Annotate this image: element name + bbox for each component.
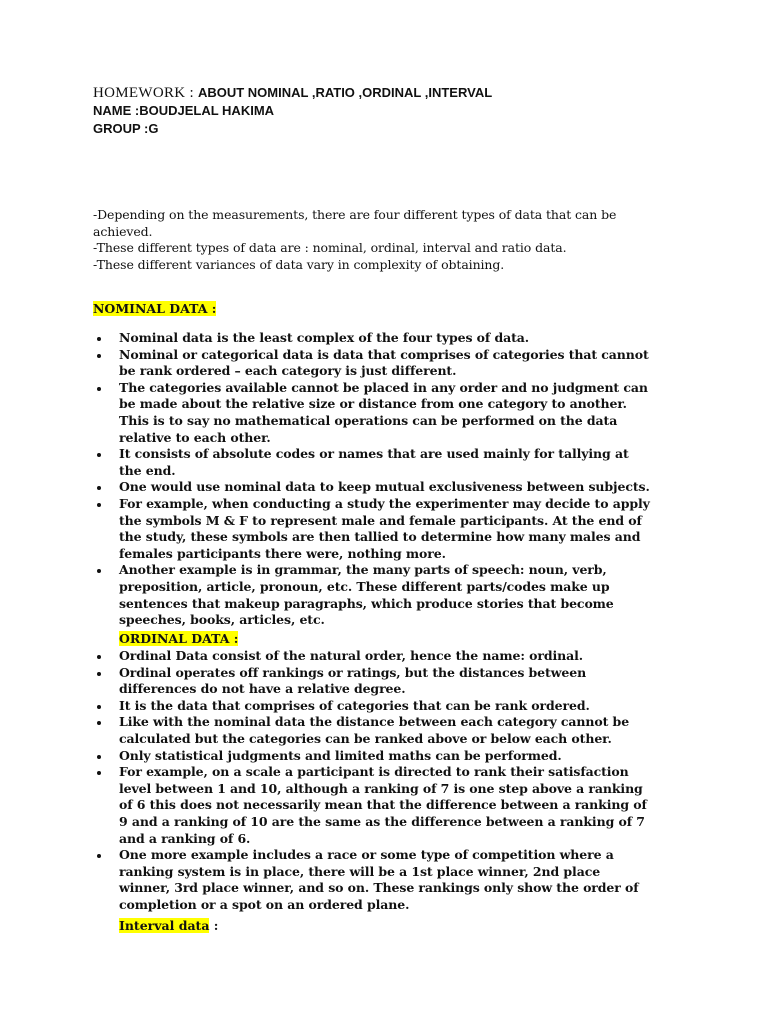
nominal-title-text: NOMINAL DATA : bbox=[93, 301, 217, 316]
nominal-bullet-list bbox=[93, 330, 653, 629]
list-item: For example, when conducting a study the experimenter may decide to apply the symbols M & F to represent male and female participants. At the end of the study, these symbols are then tallied to determine how many males and females participants there were, nothing more. bbox=[93, 496, 653, 562]
intro-line: -Depending on the measurements, there are four different types of data that can be achieved. bbox=[93, 207, 617, 239]
intro-line: -These different variances of data vary in complexity of obtaining. bbox=[93, 256, 505, 272]
homework-line bbox=[93, 84, 492, 102]
list-item: One more example includes a race or some type of competition where a ranking system is in place, there will be a 1st place winner, 2nd place winner, 3rd place winner, and so on. These rankings only show the order of completion or a spot on an ordered plane. bbox=[93, 847, 653, 913]
bullet-icon bbox=[97, 721, 101, 725]
list-item: For example, on a scale a participant is directed to rank their satisfaction level between 1 and 10, although a ranking of 7 is one step above a ranking of 6 this does not necessarily mean that the difference between a ranking of 9 and a ranking of 10 are the same as the difference between a ranking of 7 and a ranking of 6. bbox=[93, 764, 653, 847]
bullet-icon bbox=[97, 705, 101, 709]
interval-title-text: Interval data bbox=[119, 918, 210, 933]
interval-title-suffix: : bbox=[209, 918, 219, 933]
bullet-icon bbox=[97, 354, 101, 358]
list-item: Ordinal Data consist of the natural order, hence the name: ordinal. bbox=[93, 648, 653, 665]
homework-label: HOMEWORK : bbox=[93, 85, 198, 101]
student-group: GROUP :G bbox=[93, 121, 159, 136]
ordinal-title-text: ORDINAL DATA : bbox=[119, 631, 239, 646]
bullet-icon bbox=[97, 337, 101, 341]
bullet-icon bbox=[97, 854, 101, 858]
list-item: One would use nominal data to keep mutual exclusiveness between subjects. bbox=[93, 479, 653, 496]
bullet-icon bbox=[97, 453, 101, 457]
list-item: Only statistical judgments and limited maths can be performed. bbox=[93, 748, 653, 765]
bullet-icon bbox=[97, 672, 101, 676]
list-item: Another example is in grammar, the many parts of speech: noun, verb, preposition, article, pronoun, etc. These different parts/codes make up sentences that makeup paragraphs, which produce stories that become speeches, books, articles, etc. bbox=[93, 562, 653, 628]
list-item: Ordinal operates off rankings or ratings, but the distances between differences do not have a relative degree. bbox=[93, 665, 653, 698]
homework-topic: ABOUT NOMINAL ,RATIO ,ORDINAL ,INTERVAL bbox=[197, 85, 493, 100]
list-item: The categories available cannot be placed in any order and no judgment can be made about the relative size or distance from one category to another. This is to say no mathematical operations can be performed on the data relative to each other. bbox=[93, 380, 653, 446]
interval-section-title bbox=[119, 918, 218, 934]
list-item: It consists of absolute codes or names that are used mainly for tallying at the end. bbox=[93, 446, 653, 479]
intro-line: -These different types of data are : nominal, ordinal, interval and ratio data. bbox=[93, 240, 567, 256]
document-header bbox=[93, 84, 492, 138]
list-item: It is the data that comprises of categories that can be rank ordered. bbox=[93, 698, 653, 715]
bullet-icon bbox=[97, 655, 101, 659]
list-item: Nominal data is the least complex of the four types of data. bbox=[93, 330, 653, 347]
list-item: Like with the nominal data the distance between each category cannot be calculated but the categories can be ranked above or below each other. bbox=[93, 714, 653, 747]
bullet-icon bbox=[97, 755, 101, 759]
bullet-icon bbox=[97, 569, 101, 573]
intro-paragraph bbox=[93, 207, 668, 273]
bullet-icon bbox=[97, 771, 101, 775]
bullet-icon bbox=[97, 387, 101, 391]
student-name: NAME :BOUDJELAL HAKIMA bbox=[93, 103, 275, 118]
nominal-section-title bbox=[93, 301, 216, 317]
list-item: Nominal or categorical data is data that comprises of categories that cannot be rank ordered – each category is just different. bbox=[93, 347, 653, 380]
bullet-icon bbox=[97, 486, 101, 490]
ordinal-section-title bbox=[119, 631, 238, 647]
bullet-icon bbox=[97, 503, 101, 507]
ordinal-bullet-list bbox=[93, 648, 653, 914]
